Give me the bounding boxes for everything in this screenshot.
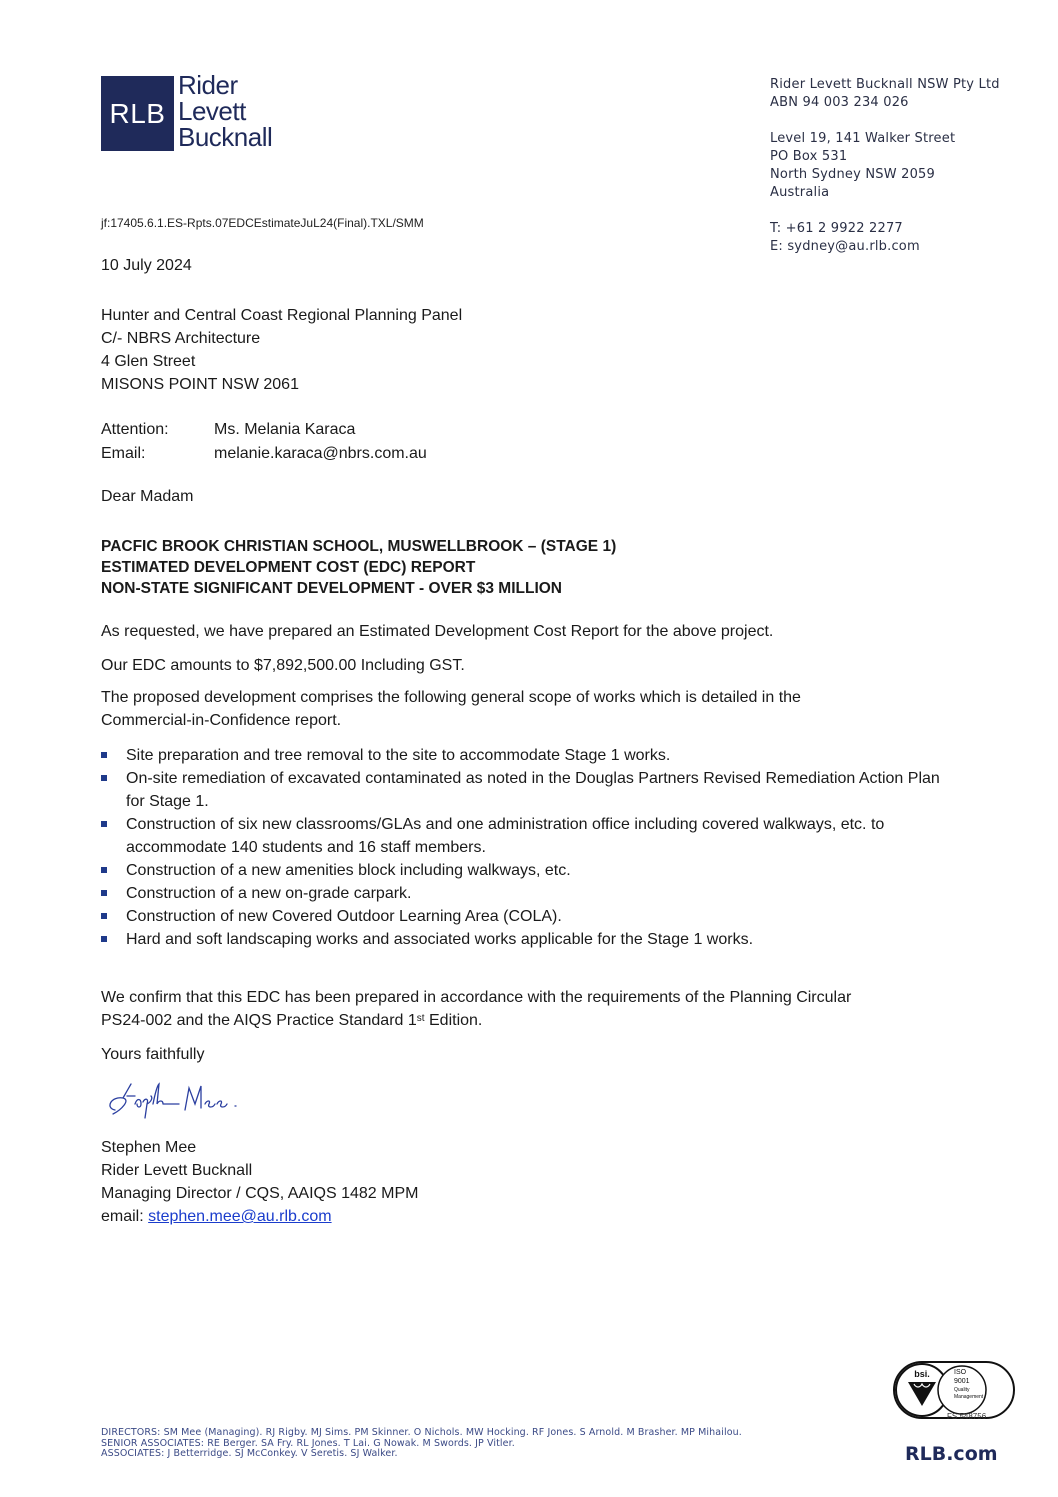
company-line: T: +61 2 9922 2277 bbox=[770, 221, 903, 236]
rlb-logo-mark: RLB bbox=[101, 76, 174, 151]
signatory-title: Managing Director / CQS, AAIQS 1482 MPM bbox=[101, 1185, 419, 1202]
heading-line: NON-STATE SIGNIFICANT DEVELOPMENT - OVER $3 MILLION bbox=[101, 580, 562, 597]
list-item: Construction of new Covered Outdoor Learning Area (COLA). bbox=[101, 905, 981, 928]
email-value: melanie.karaca@nbrs.com.au bbox=[214, 445, 427, 462]
svg-text:bsi.: bsi. bbox=[914, 1369, 930, 1379]
bullet-icon bbox=[101, 859, 126, 882]
reference-code: jf:17405.6.1.ES-Rpts.07EDCEstimateJuL24(Final).TXL/SMM bbox=[101, 216, 424, 230]
letter-date: 10 July 2024 bbox=[101, 257, 192, 274]
company-details bbox=[770, 76, 1040, 256]
signatory-email-link[interactable]: stephen.mee@au.rlb.com bbox=[148, 1208, 332, 1225]
footer-people bbox=[101, 1428, 742, 1460]
subject-heading bbox=[101, 536, 616, 599]
attention-label: Attention: bbox=[101, 421, 169, 438]
svg-text:ISO: ISO bbox=[954, 1369, 967, 1376]
list-item: Hard and soft landscaping works and associated works applicable for the Stage 1 works. bbox=[101, 928, 981, 951]
svg-text:Management: Management bbox=[954, 1394, 984, 1400]
recipient-address bbox=[101, 304, 462, 396]
company-line bbox=[770, 112, 1040, 130]
scope-list bbox=[101, 744, 981, 951]
company-line: PO Box 531 bbox=[770, 149, 848, 164]
salutation: Dear Madam bbox=[101, 488, 194, 505]
recipient-line: C/- NBRS Architecture bbox=[101, 330, 261, 347]
footer-senior-associates: SENIOR ASSOCIATES: RE Berger. SA Fry. RL Jones. T Lai. G Nowak. M Swords. JP Vitler. bbox=[101, 1437, 515, 1449]
company-line: Level 19, 141 Walker Street bbox=[770, 131, 956, 146]
recipient-line: Hunter and Central Coast Regional Planning Panel bbox=[101, 307, 463, 324]
recipient-line: MISONS POINT NSW 2061 bbox=[101, 376, 299, 393]
signatory-email-row: email: stephen.mee@au.rlb.com bbox=[101, 1208, 332, 1225]
paragraph-request: As requested, we have prepared an Estimated Development Cost Report for the above project. bbox=[101, 623, 774, 640]
logo-word-levett: Levett bbox=[178, 96, 246, 126]
company-line: North Sydney NSW 2059 bbox=[770, 167, 935, 182]
bullet-icon bbox=[101, 767, 126, 813]
signatory-company: Rider Levett Bucknall bbox=[101, 1162, 253, 1179]
recipient-line: 4 Glen Street bbox=[101, 353, 196, 370]
list-item: Construction of a new amenities block including walkways, etc. bbox=[101, 859, 981, 882]
list-item: Construction of a new on-grade carpark. bbox=[101, 882, 981, 905]
rlb-logo-words bbox=[178, 72, 272, 150]
attention-block bbox=[101, 418, 427, 466]
bullet-icon bbox=[101, 813, 126, 859]
paragraph-confirm: We confirm that this EDC has been prepared in accordance with the requirements of the Planning Circular PS24-002 and the AIQS Practice Standard 1st Edition. bbox=[101, 989, 852, 1029]
bullet-icon bbox=[101, 882, 126, 905]
company-line: Rider Levett Bucknall NSW Pty Ltd bbox=[770, 77, 1000, 92]
attention-value: Ms. Melania Karaca bbox=[214, 421, 356, 438]
paragraph-scope: The proposed development comprises the following general scope of works which is detailed in the Commercial-in-Confidence report. bbox=[101, 689, 801, 729]
paragraph-edc-amount: Our EDC amounts to $7,892,500.00 Including GST. bbox=[101, 657, 465, 674]
list-item: Site preparation and tree removal to the site to accommodate Stage 1 works. bbox=[101, 744, 981, 767]
list-item: Construction of six new classrooms/GLAs and one administration office including covered walkways, etc. to accommodate 140 students and 16 staff members. bbox=[101, 813, 981, 859]
closing: Yours faithfully bbox=[101, 1046, 205, 1063]
footer-associates: ASSOCIATES: J Betterridge. SJ McConkey. V Seretis. SJ Walker. bbox=[101, 1448, 398, 1459]
company-line: E: sydney@au.rlb.com bbox=[770, 239, 920, 254]
company-line: ABN 94 003 234 026 bbox=[770, 95, 909, 110]
signatory-block bbox=[101, 1136, 418, 1228]
footer-directors: DIRECTORS: SM Mee (Managing). RJ Rigby. MJ Sims. PM Skinner. O Nichols. MW Hocking. RF Jones. S Arnold. M Brasher. MP Mihailou. bbox=[101, 1427, 742, 1438]
heading-line: ESTIMATED DEVELOPMENT COST (EDC) REPORT bbox=[101, 559, 476, 576]
signatory-name: Stephen Mee bbox=[101, 1139, 197, 1156]
bullet-icon bbox=[101, 744, 126, 767]
handwritten-signature bbox=[101, 1074, 251, 1122]
company-line bbox=[770, 202, 1040, 220]
logo-word-rider: Rider bbox=[178, 70, 238, 100]
bullet-icon bbox=[101, 928, 126, 951]
cert-number: FS 548756 bbox=[947, 1412, 987, 1421]
bullet-icon bbox=[101, 905, 126, 928]
svg-text:9001: 9001 bbox=[954, 1378, 970, 1385]
svg-text:Quality: Quality bbox=[954, 1387, 970, 1393]
logo-word-bucknall: Bucknall bbox=[178, 122, 273, 152]
email-label: Email: bbox=[101, 445, 146, 462]
heading-line: PACFIC BROOK CHRISTIAN SCHOOL, MUSWELLBROOK – (STAGE 1) bbox=[101, 538, 617, 555]
company-line: Australia bbox=[770, 185, 830, 200]
footer-website[interactable]: RLB.com bbox=[905, 1443, 998, 1465]
list-item: On-site remediation of excavated contaminated as noted in the Douglas Partners Revised Remediation Action Plan for Stage 1. bbox=[101, 767, 981, 813]
